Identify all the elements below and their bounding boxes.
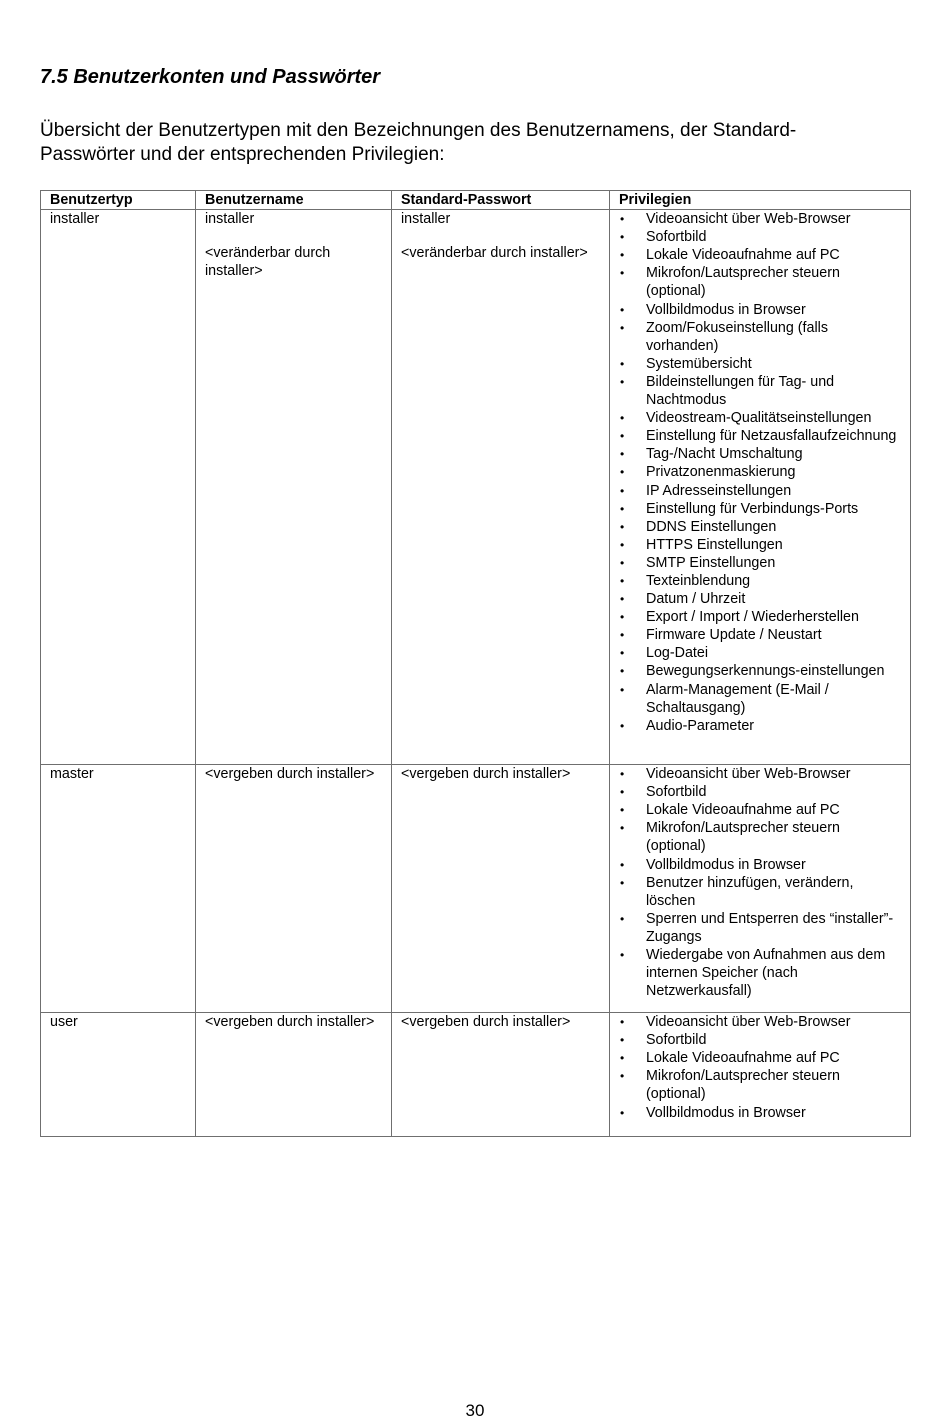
privilege-item: • Bildeinstellungen für Tag- und Nachtmodus (619, 373, 901, 409)
privilege-item: • Sofortbild (619, 228, 901, 246)
privilege-item: • Benutzer hinzufügen, verändern, löschen (619, 874, 901, 910)
privilege-item: • IP Adresseinstellungen (619, 482, 901, 500)
cell-type (41, 210, 196, 765)
privilege-item: • Lokale Videoaufnahme auf PC (619, 246, 901, 264)
privilege-item: • DDNS Einstellungen (619, 518, 901, 536)
privilege-item: • Wiedergabe von Aufnahmen aus dem internen Speicher (nach Netzwerkausfall) (619, 946, 901, 1000)
privilege-item: • Sperren und Entsperren des “installer”-Zugangs (619, 910, 901, 946)
privilege-item: • Privatzonenmaskierung (619, 463, 901, 481)
username-value: <vergeben durch installer> (205, 766, 375, 783)
username-value: installer (205, 211, 255, 228)
header-standard-passwort: Standard-Passwort (392, 191, 610, 210)
privilege-item: • Einstellung für Verbindungs-Ports (619, 500, 901, 518)
privilege-item: • Tag-/Nacht Umschaltung (619, 445, 901, 463)
password-value: <vergeben durch installer> (401, 1014, 571, 1031)
header-benutzername: Benutzername (196, 191, 392, 210)
user-accounts-table (40, 190, 911, 1137)
cell-password (392, 765, 610, 1013)
privilege-item: • Lokale Videoaufnahme auf PC (619, 1049, 901, 1067)
privilege-item: • Sofortbild (619, 783, 901, 801)
intro-paragraph: Übersicht der Benutzertypen mit den Bezeichnungen des Benutzernamens, der Standard-Passwörter und der entsprechenden Privilegien: (40, 120, 797, 165)
privilege-item: • Texteinblendung (619, 572, 901, 590)
user-type: user (50, 1014, 78, 1031)
password-value: <vergeben durch installer> (401, 766, 571, 783)
privilege-item: • Videostream-Qualitätseinstellungen (619, 409, 901, 427)
table-row-installer (41, 210, 911, 765)
password-value: installer (401, 211, 451, 228)
username-value: <vergeben durch installer> (205, 1014, 375, 1031)
privilege-item: • Vollbildmodus in Browser (619, 301, 901, 319)
privilege-item: • Videoansicht über Web-Browser (619, 210, 901, 228)
privilege-item: • Lokale Videoaufnahme auf PC (619, 801, 901, 819)
table-row-user (41, 1013, 911, 1137)
privilege-item: • Log-Datei (619, 644, 901, 662)
privilege-item: • Export / Import / Wiederherstellen (619, 608, 901, 626)
user-type: master (50, 766, 94, 783)
privilege-item: • Audio-Parameter (619, 717, 901, 735)
page-number: 30 (465, 1401, 485, 1420)
privilege-item: • Alarm-Management (E-Mail / Schaltausgang) (619, 681, 901, 717)
privilege-item: • HTTPS Einstellungen (619, 536, 901, 554)
cell-type (41, 765, 196, 1013)
privilege-item: • Vollbildmodus in Browser (619, 856, 901, 874)
user-type: installer (50, 211, 100, 228)
header-benutzertyp: Benutzertyp (41, 191, 196, 210)
cell-password (392, 1013, 610, 1137)
cell-username (196, 765, 392, 1013)
cell-privileges (610, 210, 911, 765)
privilege-list (619, 1013, 901, 1122)
cell-type (41, 1013, 196, 1137)
privilege-item: • SMTP Einstellungen (619, 554, 901, 572)
cell-privileges (610, 765, 911, 1013)
privilege-item: • Bewegungserkennungs-einstellungen (619, 662, 901, 680)
privilege-item: • Systemübersicht (619, 355, 901, 373)
privilege-item: • Firmware Update / Neustart (619, 626, 901, 644)
privilege-item: • Vollbildmodus in Browser (619, 1104, 901, 1122)
privilege-list (619, 210, 901, 735)
privilege-item: • Mikrofon/Lautsprecher steuern (optional) (619, 264, 901, 300)
privilege-item: • Mikrofon/Lautsprecher steuern (optional) (619, 819, 901, 855)
privilege-item: • Sofortbild (619, 1031, 901, 1049)
privilege-item: • Mikrofon/Lautsprecher steuern (optional) (619, 1067, 901, 1103)
privilege-item: • Videoansicht über Web-Browser (619, 765, 901, 783)
header-privilegien: Privilegien (610, 191, 911, 210)
username-note: <veränderbar durch installer> (205, 245, 331, 280)
table-header-row (41, 191, 911, 210)
cell-password (392, 210, 610, 765)
privilege-item: • Einstellung für Netzausfallaufzeichnung (619, 427, 901, 445)
privilege-item: • Zoom/Fokuseinstellung (falls vorhanden) (619, 319, 901, 355)
cell-username (196, 1013, 392, 1137)
privilege-item: • Datum / Uhrzeit (619, 590, 901, 608)
privilege-item: • Videoansicht über Web-Browser (619, 1013, 901, 1031)
table-row-master (41, 765, 911, 1013)
privilege-list (619, 765, 901, 1000)
cell-privileges (610, 1013, 911, 1137)
password-note: <veränderbar durch installer> (401, 245, 588, 262)
section-heading: 7.5 Benutzerkonten und Passwörter (40, 66, 381, 88)
cell-username (196, 210, 392, 765)
